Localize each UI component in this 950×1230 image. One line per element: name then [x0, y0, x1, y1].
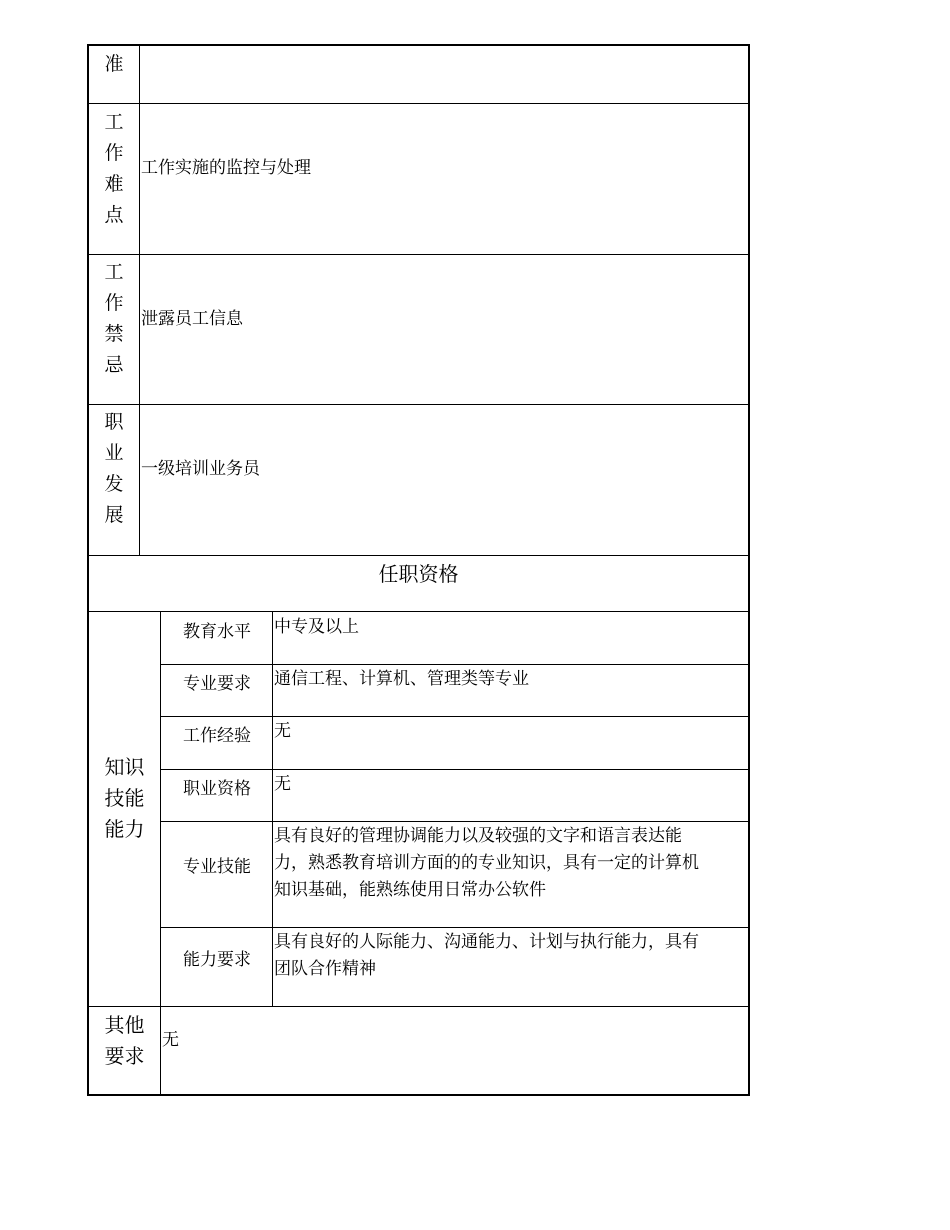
work-experience-value: 无 [274, 721, 291, 741]
ability-requirement-value: 具有良好的人际能力、沟通能力、计划与执行能力，具有 团队合作精神 [274, 932, 699, 979]
row-label-career-development: 职 业 发 展 [104, 411, 124, 526]
row-label-work-difficulty: 工 作 难 点 [104, 111, 124, 226]
qualification-title: 任职资格 [378, 562, 459, 586]
row-divider [87, 1006, 750, 1007]
row-divider [87, 103, 750, 104]
row-label-standard: 准 [104, 53, 124, 75]
row-content-work-difficulty: 工作实施的监控与处理 [141, 158, 311, 178]
education-level-label: 教育水平 [183, 622, 251, 642]
row-divider [87, 254, 750, 255]
row-divider [87, 555, 750, 556]
label-column-divider [139, 44, 140, 555]
professional-qualification-label: 职业资格 [183, 779, 251, 799]
work-experience-label: 工作经验 [183, 726, 251, 746]
sub-row-divider [160, 821, 750, 822]
sub-row-divider [160, 716, 750, 717]
table-border-top [87, 44, 750, 46]
row-divider [87, 404, 750, 405]
sub-row-divider [160, 664, 750, 665]
table-border-bottom [87, 1094, 750, 1096]
sub-row-divider [160, 769, 750, 770]
ability-requirement-label: 能力要求 [183, 950, 251, 970]
row-label-work-taboo: 工 作 禁 忌 [104, 261, 124, 376]
row-divider [87, 611, 750, 612]
major-requirement-label: 专业要求 [183, 674, 251, 694]
other-requirements-value: 无 [162, 1030, 179, 1050]
major-requirement-value: 通信工程、计算机、管理类等专业 [274, 669, 529, 689]
education-level-value: 中专及以上 [274, 617, 359, 637]
table-border-right [748, 44, 750, 1096]
row-content-work-taboo: 泄露员工信息 [141, 309, 243, 329]
qualification-group-label: 知识 技能 能力 [104, 755, 145, 841]
professional-skills-label: 专业技能 [183, 857, 251, 877]
professional-qualification-value: 无 [274, 774, 291, 794]
sub-row-divider [160, 927, 750, 928]
row-content-career-development: 一级培训业务员 [141, 459, 260, 479]
other-requirements-label: 其他 要求 [104, 1013, 145, 1068]
professional-skills-value: 具有良好的管理协调能力以及较强的文字和语言表达能 力，熟悉教育培训方面的的专业知识，具有一定的计算机 知识基础，能熟练使用日常办公软件 [274, 826, 699, 900]
